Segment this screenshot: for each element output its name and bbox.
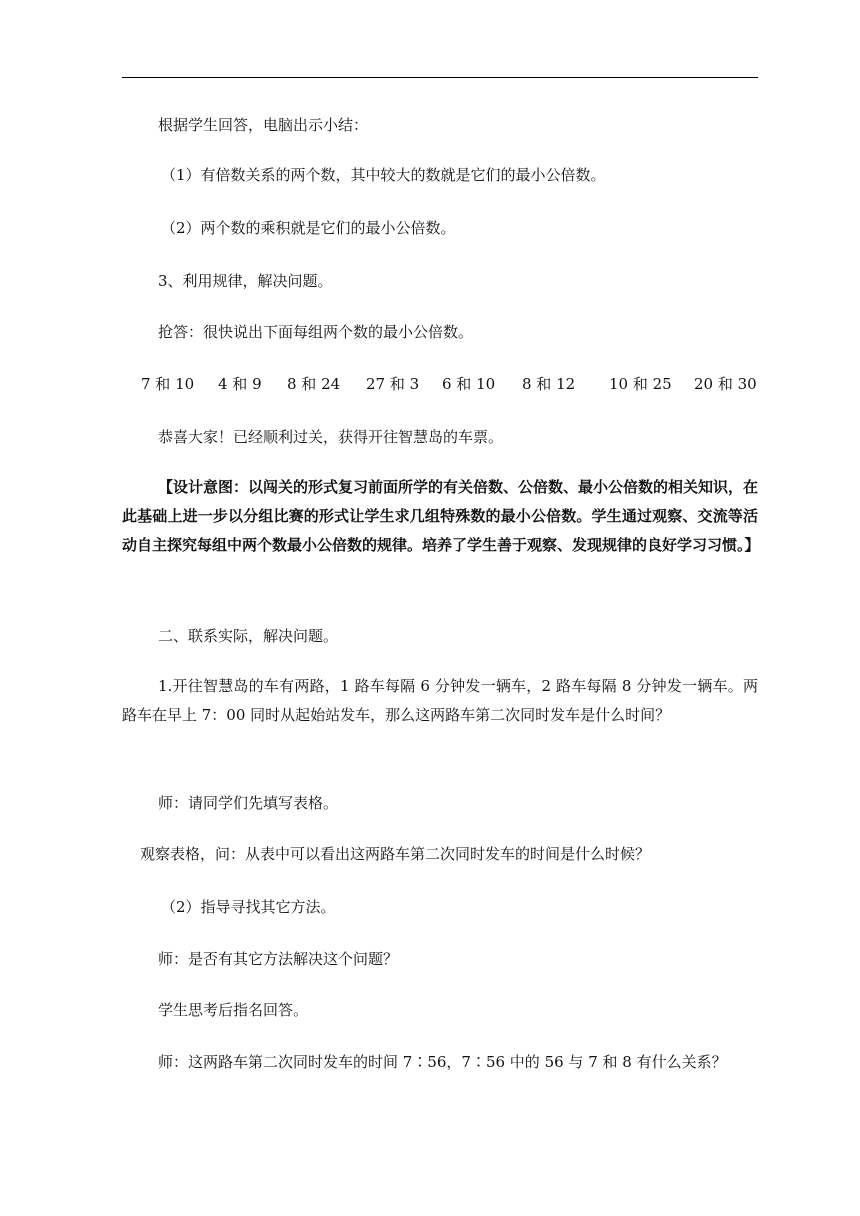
- number-pair: 4 和 9: [218, 375, 262, 393]
- step-3-heading: 3、利用规律，解决问题。: [158, 272, 333, 290]
- observe-table-question: 观察表格，问：从表中可以看出这两路车第二次同时发车的时间是什么时候？: [140, 845, 651, 863]
- quick-answer-prompt: 抢答：很快说出下面每组两个数的最小公倍数。: [158, 323, 474, 341]
- header-rule: [122, 77, 758, 78]
- number-pair: 20 和 30: [694, 375, 757, 393]
- section-2-heading: 二、联系实际，解决问题。: [158, 627, 339, 645]
- number-pair: 7 和 10: [141, 375, 195, 393]
- congratulations: 恭喜大家！已经顺利过关，获得开往智慧岛的车票。: [158, 428, 504, 446]
- design-intent-paragraph: 【设计意图：以闯关的形式复习前面所学的有关倍数、公倍数、最小公倍数的相关知识，在此基础上进一步以分组比赛的形式让学生求几组特殊数的最小公倍数。学生通过观察、交流等活动自主探究每组中两个数最小公倍数的规律。培养了学生善于观察、发现规律的良好学习习惯。】: [122, 478, 760, 554]
- number-pair: 10 和 25: [609, 375, 672, 393]
- teacher-relation-question: 师：这两路车第二次同时发车的时间 7∶56，7∶56 中的 56 与 7 和 8 有什么关系？: [158, 1053, 727, 1071]
- summary-intro: 根据学生回答，电脑出示小结：: [158, 116, 369, 134]
- rule-1: （1）有倍数关系的两个数，其中较大的数就是它们的最小公倍数。: [161, 166, 606, 184]
- teacher-other-method-question: 师：是否有其它方法解决这个问题？: [158, 950, 399, 968]
- number-pair: 6 和 10: [442, 375, 496, 393]
- number-pair: 8 和 24: [287, 375, 341, 393]
- guide-other-methods: （2）指导寻找其它方法。: [161, 898, 336, 916]
- number-pair: 8 和 12: [522, 375, 576, 393]
- rule-2: （2）两个数的乘积就是它们的最小公倍数。: [161, 219, 456, 237]
- teacher-fill-table: 师：请同学们先填写表格。: [158, 794, 339, 812]
- number-pairs-row: [0, 373, 860, 395]
- problem-1-paragraph: 1.开往智慧岛的车有两路，1 路车每隔 6 分钟发一辆车，2 路车每隔 8 分钟发一辆车。两路车在早上 7：00 同时从起始站发车，那么这两路车第二次同时发车是什么时间？: [122, 677, 758, 724]
- students-think-answer: 学生思考后指名回答。: [158, 1001, 309, 1019]
- number-pair: 27 和 3: [366, 375, 420, 393]
